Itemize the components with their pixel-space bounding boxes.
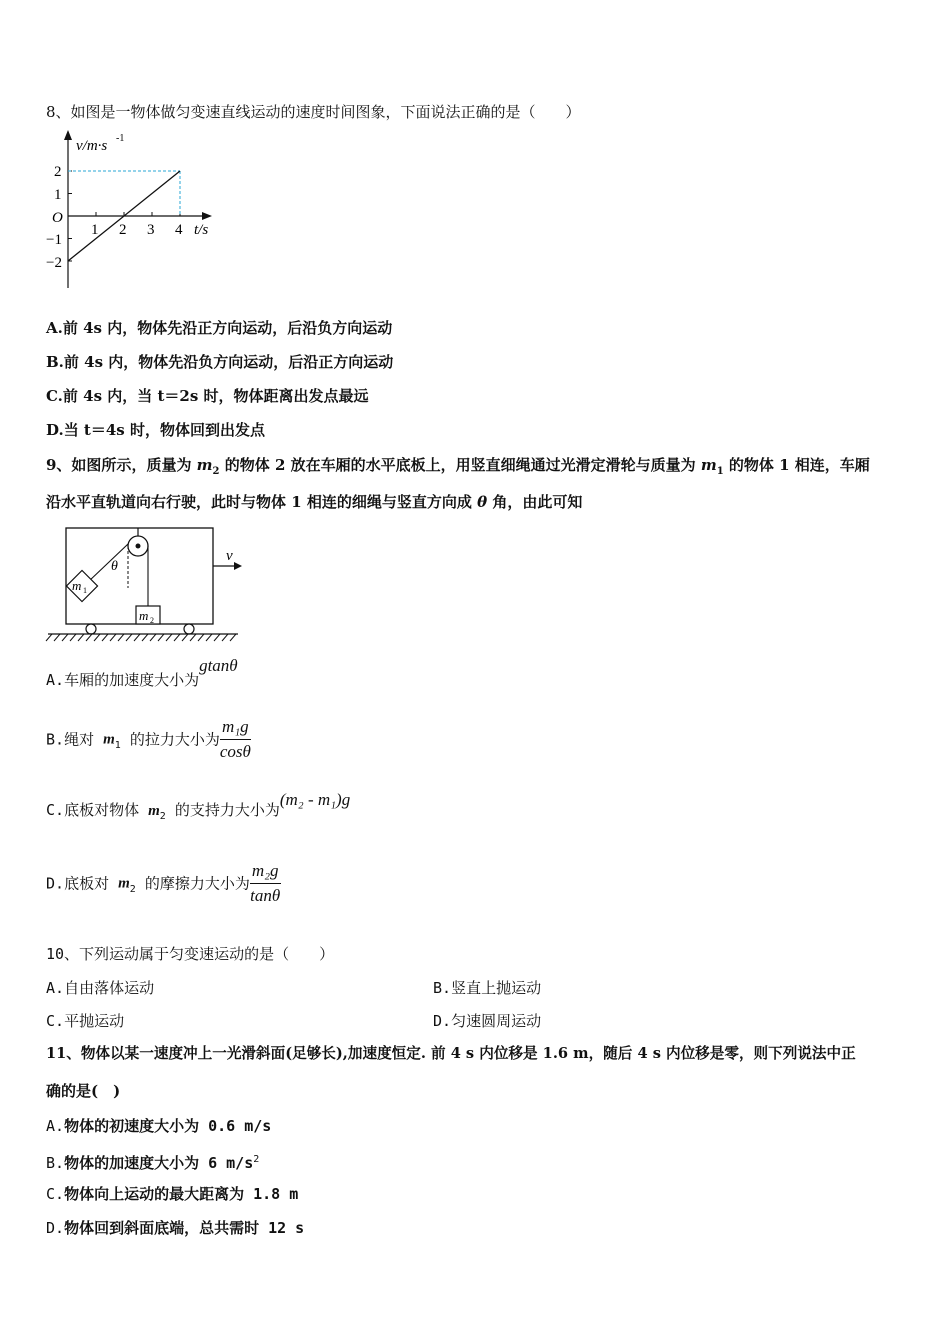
q10-option-c: C.平抛运动 [46,1012,125,1030]
q8-option-c: C.前 4s 内，当 t＝2s 时，物体距离出发点最远 [46,387,369,405]
hatch-mark [214,634,220,641]
ground-hatching [46,634,236,641]
hatch-mark [206,634,212,641]
theta-label: θ [111,559,118,574]
hatch-mark [86,634,92,641]
hatch-mark [126,634,132,641]
x-axis-label: t/s [194,222,209,238]
hatch-mark [70,634,76,641]
q8-stem: 8、如图是一物体做匀变速直线运动的速度时间图象，下面说法正确的是（ ） [46,103,581,121]
y-tick-2: 2 [54,164,62,180]
hatch-mark [150,634,156,641]
q10-option-d: D.匀速圆周运动 [433,1012,542,1030]
q10-option-b: B.竖直上抛运动 [433,979,542,997]
hatch-mark [198,634,204,641]
hatch-mark [46,634,52,641]
q11-option-a: A.物体的初速度大小为 0.6 m/s [46,1117,272,1135]
x-tick-1: 1 [91,222,99,238]
m2-label-sub: 2 [150,616,154,625]
q8-option-d: D.当 t＝4s 时，物体回到出发点 [46,421,265,439]
hatch-mark [134,634,140,641]
wheel-left [86,624,96,634]
y-tick-neg1: −1 [46,232,62,248]
hatch-mark [166,634,172,641]
hatch-mark [110,634,116,641]
hatch-mark [230,634,236,641]
hatch-mark [158,634,164,641]
hatch-mark [222,634,228,641]
hatch-mark [190,634,196,641]
q8-option-a: A.前 4s 内，物体先沿正方向运动，后沿负方向运动 [46,319,393,337]
q8-velocity-time-graph [40,128,230,293]
x-tick-3: 3 [147,222,155,238]
velocity-label: v [226,548,233,564]
hatch-mark [78,634,84,641]
q9-option-d: D.底板对 $m_2$ 的摩擦力大小为 $\frac{\text{m₂g}}{\tan\theta}$ [46,861,281,905]
x-tick-4: 4 [175,222,183,238]
q11-stem-line1: 11、物体以某一速度冲上一光滑斜面(足够长),加速度恒定. 前 4 s 内位移是 1.6 m，随后 4 s 内位移是零，则下列说法中正 [46,1045,856,1062]
q9-stem-line1: 9、如图所示，质量为 $m_2$ 的物体 2 放在车厢的水平底板上，用竖直细绳通过光滑定滑轮与质量为 $m_1$ 的物体 1 相连，车厢 [46,456,870,477]
fraction-m2g-over-tan: $\frac{\text{m₂g}}{\tan\theta}$ [250,861,281,905]
formula-m2-minus-m1-g: (m₂ - m₁)g [279,790,351,809]
y-axis-arrow [64,130,72,140]
wheel-right [184,624,194,634]
q10-stem: 10、下列运动属于匀变速运动的是（ ） [46,945,335,963]
y-axis-label: v/m·s [76,138,108,154]
q10-option-a: A.自由落体运动 [46,979,155,997]
rope-to-m1 [88,544,128,582]
m1-label: m [72,578,82,593]
q8-option-b: B.前 4s 内，物体先沿负方向运动，后沿正方向运动 [46,353,394,371]
hatch-mark [182,634,188,641]
q9-option-c: C.底板对物体 $m_2$ 的支持力大小为(m₂ - m₁)g [46,790,351,822]
x-axis-arrow [202,212,212,220]
m2-label: m [139,608,149,623]
q11-stem-line2: 确的是( ) [46,1082,121,1100]
hatch-mark [94,634,100,641]
q11-option-b: B.物体的加速度大小为 6 $m/s^2$ [46,1154,260,1172]
q9-option-a: A.车厢的加速度大小为gtanθ [46,656,238,689]
hatch-mark [118,634,124,641]
hatch-mark [62,634,68,641]
fraction-m1g-over-cos: $\frac{\text{m₁g}}{\cos\theta}$ [219,717,251,761]
y-tick-1: 1 [54,187,62,203]
y-axis-label-sup: -1 [116,133,125,144]
q11-option-c: C.物体向上运动的最大距离为 1.8 m [46,1185,299,1203]
y-tick-neg2: −2 [46,255,62,271]
x-tick-2: 2 [119,222,127,238]
origin-label: O [52,210,63,226]
formula-gtan: gtanθ [199,656,238,675]
hatch-mark [54,634,60,641]
q9-stem-line2: 沿水平直轨道向右行驶，此时与物体 1 相连的细绳与竖直方向成 θ 角，由此可知 [46,493,583,511]
hatch-mark [102,634,108,641]
hatch-mark [142,634,148,641]
m1-label-sub: 1 [83,586,87,595]
hatch-mark [174,634,180,641]
q9-carriage-figure [44,522,244,644]
q11-option-d: D.物体回到斜面底端，总共需时 12 s [46,1219,305,1237]
q9-option-b: B.绳对 $m_1$ 的拉力大小为 $\frac{\text{m₁g}}{\cos\theta}$ [46,717,251,761]
